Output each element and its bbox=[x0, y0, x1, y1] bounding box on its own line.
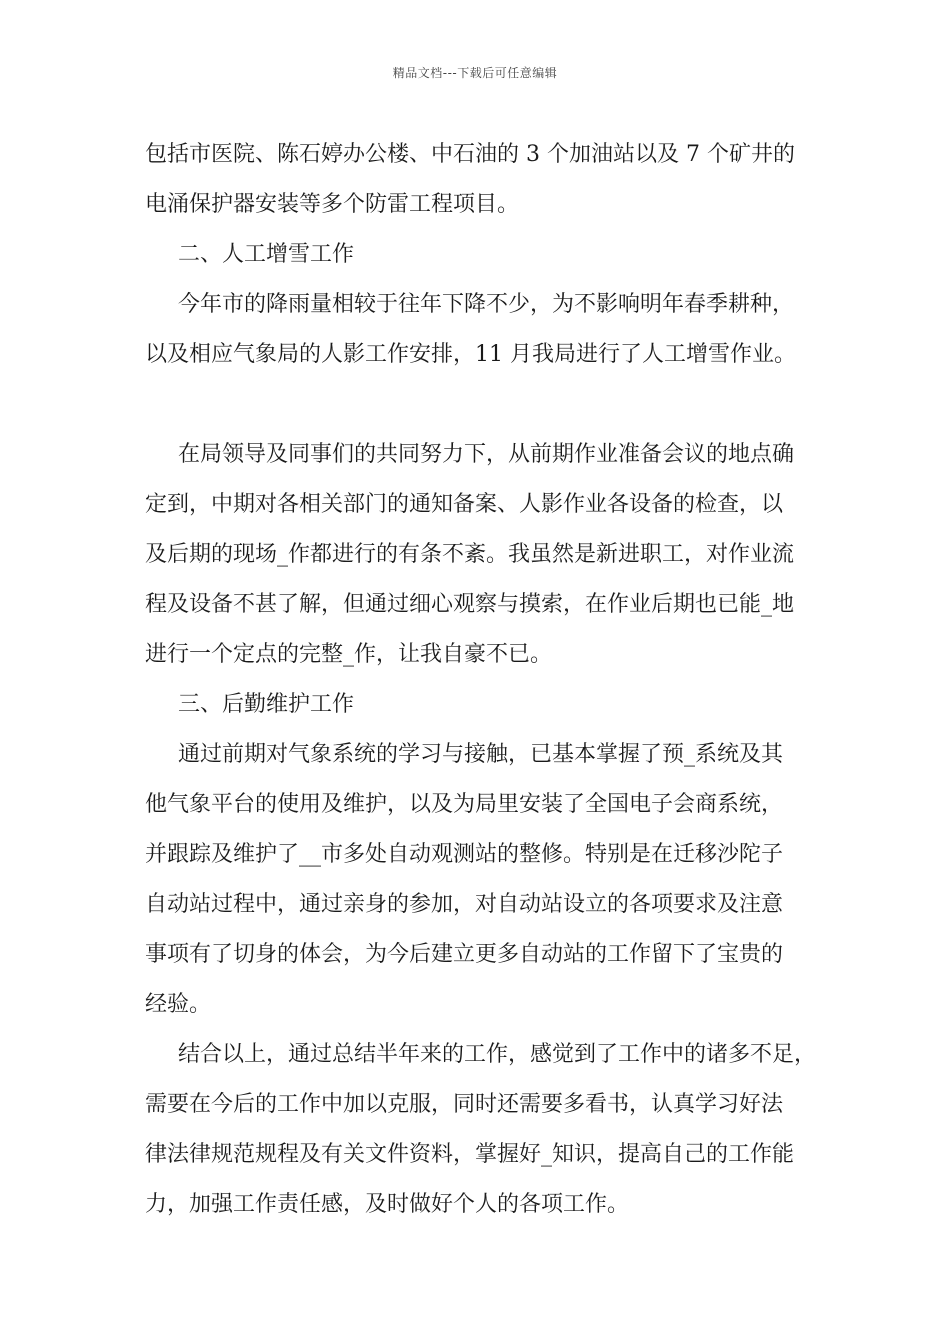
document-body bbox=[145, 130, 817, 1230]
paragraph-gap bbox=[145, 380, 810, 430]
text-line: 进行一个定点的完整_作，让我自豪不已。 bbox=[145, 642, 553, 667]
text-line: 包括市医院、陈石婷办公楼、中石油的 3 个加油站以及 7 个矿井的 bbox=[145, 142, 795, 167]
text-line: 在局领导及同事们的共同努力下，从前期作业准备会议的地点确 bbox=[178, 442, 795, 467]
page-header: 精品文档---下载后可任意编辑 bbox=[392, 66, 558, 80]
text-line: 电涌保护器安装等多个防雷工程项目。 bbox=[145, 192, 520, 217]
section-heading: 二、人工增雪工作 bbox=[178, 242, 355, 267]
text-line: 需要在今后的工作中加以克服，同时还需要多看书，认真学习好法 bbox=[145, 1092, 784, 1117]
text-line: 定到，中期对各相关部门的通知备案、人影作业各设备的检查，以 bbox=[145, 492, 784, 517]
text-line: 力，加强工作责任感，及时做好个人的各项工作。 bbox=[145, 1192, 630, 1217]
text-line: 自动站过程中，通过亲身的参加，对自动站设立的各项要求及注意 bbox=[145, 892, 784, 917]
text-line: 及后期的现场_作都进行的有条不紊。我虽然是新进职工，对作业流 bbox=[145, 542, 795, 567]
text-line: 程及设备不甚了解，但通过细心观察与摸索，在作业后期也已能_地 bbox=[145, 592, 795, 617]
text-line: 并跟踪及维护了__市多处自动观测站的整修。特别是在迁移沙陀子 bbox=[145, 842, 784, 867]
text-line: 他气象平台的使用及维护，以及为局里安装了全国电子会商系统， bbox=[145, 792, 784, 817]
text-line: 今年市的降雨量相较于往年下降不少，为不影响明年春季耕种， bbox=[178, 292, 795, 317]
text-line: 通过前期对气象系统的学习与接触，已基本掌握了预_系统及其 bbox=[178, 742, 784, 767]
text-line: 经验。 bbox=[145, 992, 212, 1017]
text-line: 事项有了切身的体会，为今后建立更多自动站的工作留下了宝贵的 bbox=[145, 942, 784, 967]
text-line: 律法律规范规程及有关文件资料，掌握好_知识，提高自己的工作能 bbox=[145, 1142, 795, 1167]
section-heading: 三、后勤维护工作 bbox=[178, 692, 355, 717]
text-line: 结合以上，通过总结半年来的工作，感觉到了工作中的诸多不足， bbox=[178, 1042, 817, 1067]
text-line: 以及相应气象局的人影工作安排，11 月我局进行了人工增雪作业。 bbox=[145, 342, 796, 367]
